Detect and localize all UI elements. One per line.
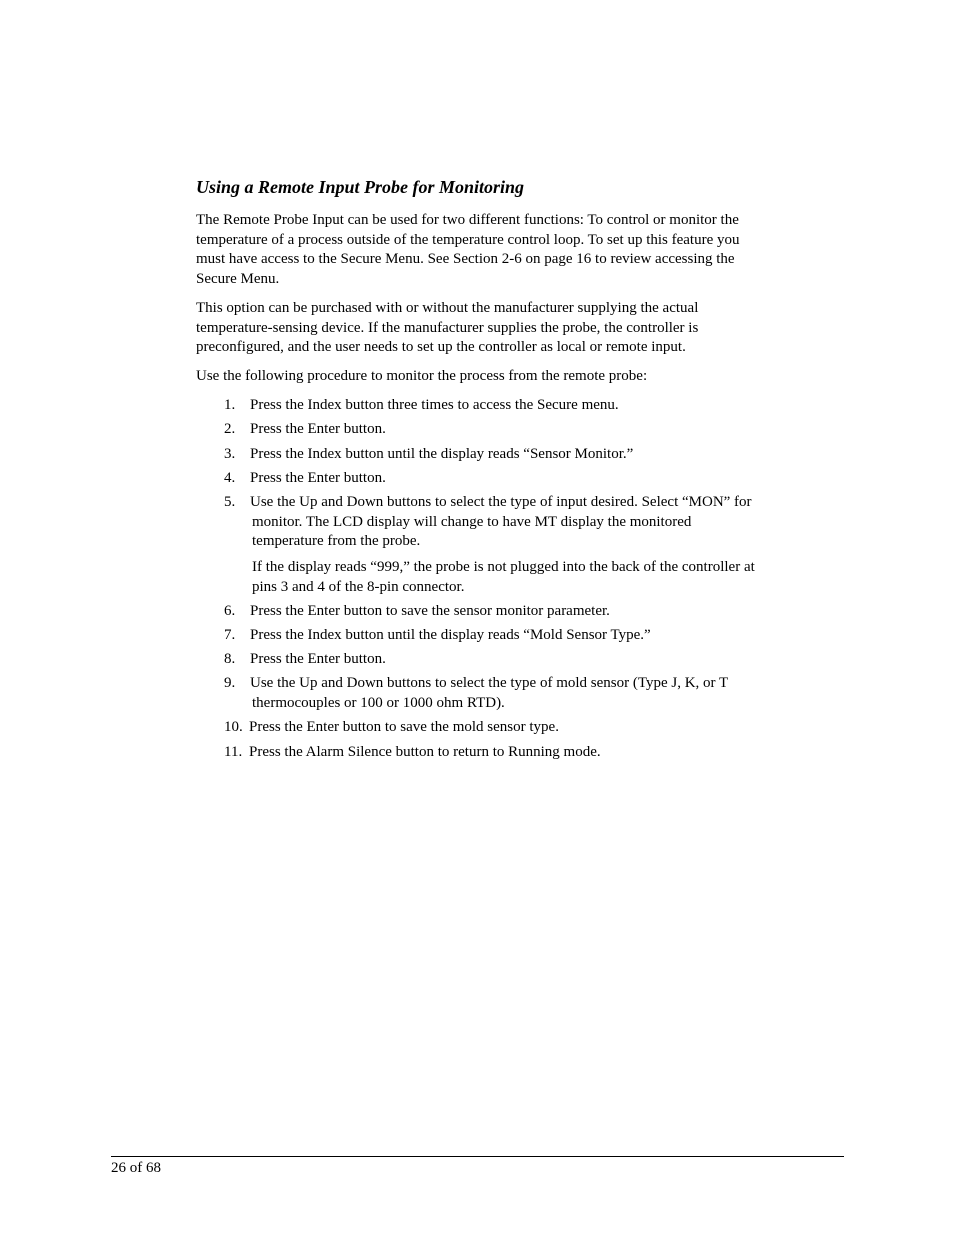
step-number: 2. bbox=[224, 421, 236, 437]
step-5-note bbox=[252, 558, 828, 597]
step-number: 4. bbox=[224, 470, 236, 486]
step-text: Use the Up and Down buttons to select the type of mold sensor (Type J, K, or T bbox=[250, 675, 729, 691]
page-number: 26 of 68 bbox=[111, 1160, 161, 1176]
step-3 bbox=[224, 445, 826, 465]
step-7 bbox=[224, 626, 826, 646]
step-text: Press the Enter button. bbox=[250, 421, 386, 437]
step-text: temperature from the probe. bbox=[252, 533, 421, 550]
step-text: thermocouples or 100 or 1000 ohm RTD). bbox=[252, 694, 505, 711]
step-text: monitor. The LCD display will change to have MT display the monitored bbox=[252, 513, 692, 530]
paragraph-line: The Remote Probe Input can be used for two different functions: To control or monitor the bbox=[196, 212, 739, 228]
note-line: pins 3 and 4 of the 8-pin connector. bbox=[252, 578, 465, 595]
step-10 bbox=[224, 718, 826, 738]
paragraph-line: preconfigured, and the user needs to set up the controller as local or remote input. bbox=[196, 339, 686, 356]
step-number: 9. bbox=[224, 675, 236, 691]
step-number: 11. bbox=[224, 744, 243, 760]
step-text: Press the Index button until the display reads “Mold Sensor Type.” bbox=[250, 627, 651, 643]
step-8 bbox=[224, 650, 826, 670]
step-number: 10. bbox=[224, 719, 243, 735]
step-number: 7. bbox=[224, 627, 236, 643]
step-number: 3. bbox=[224, 446, 236, 462]
step-number: 8. bbox=[224, 651, 236, 667]
procedure-intro bbox=[196, 367, 826, 387]
step-6 bbox=[224, 602, 826, 622]
note-line: If the display reads “999,” the probe is not plugged into the back of the controller at bbox=[252, 559, 755, 575]
paragraph-line: Secure Menu. bbox=[196, 270, 280, 287]
step-text: Press the Enter button. bbox=[250, 651, 386, 667]
step-text: Press the Alarm Silence button to return to Running mode. bbox=[249, 744, 601, 760]
step-text: Press the Index button until the display reads “Sensor Monitor.” bbox=[250, 446, 634, 462]
section-heading: Using a Remote Input Probe for Monitoring bbox=[196, 177, 525, 197]
footer-divider bbox=[111, 1156, 844, 1157]
step-text: Use the Up and Down buttons to select the type of input desired. Select “MON” for bbox=[250, 494, 752, 510]
step-text: Press the Enter button. bbox=[250, 470, 386, 486]
step-1 bbox=[224, 396, 826, 416]
step-2 bbox=[224, 420, 826, 440]
step-number: 1. bbox=[224, 397, 236, 413]
paragraph-line: Use the following procedure to monitor the process from the remote probe: bbox=[196, 368, 648, 384]
step-text: Press the Enter button to save the sensor monitor parameter. bbox=[250, 603, 610, 619]
paragraph-line: temperature-sensing device. If the manufacturer supplies the probe, the controller is bbox=[196, 319, 699, 336]
step-5 bbox=[224, 493, 826, 552]
intro-paragraph bbox=[196, 211, 826, 289]
paragraph-line: This option can be purchased with or without the manufacturer supplying the actual bbox=[196, 300, 699, 316]
step-number: 6. bbox=[224, 603, 236, 619]
option-paragraph bbox=[196, 299, 826, 358]
step-11 bbox=[224, 743, 826, 763]
paragraph-line: must have access to the Secure Menu. See Section 2-6 on page 16 to review accessing the bbox=[196, 251, 735, 268]
step-number: 5. bbox=[224, 494, 236, 510]
step-9 bbox=[224, 674, 826, 713]
step-text: Press the Enter button to save the mold sensor type. bbox=[249, 719, 559, 735]
step-4 bbox=[224, 469, 826, 489]
paragraph-line: temperature of a process outside of the temperature control loop. To set up this feature you bbox=[196, 231, 740, 248]
step-text: Press the Index button three times to access the Secure menu. bbox=[250, 397, 619, 413]
